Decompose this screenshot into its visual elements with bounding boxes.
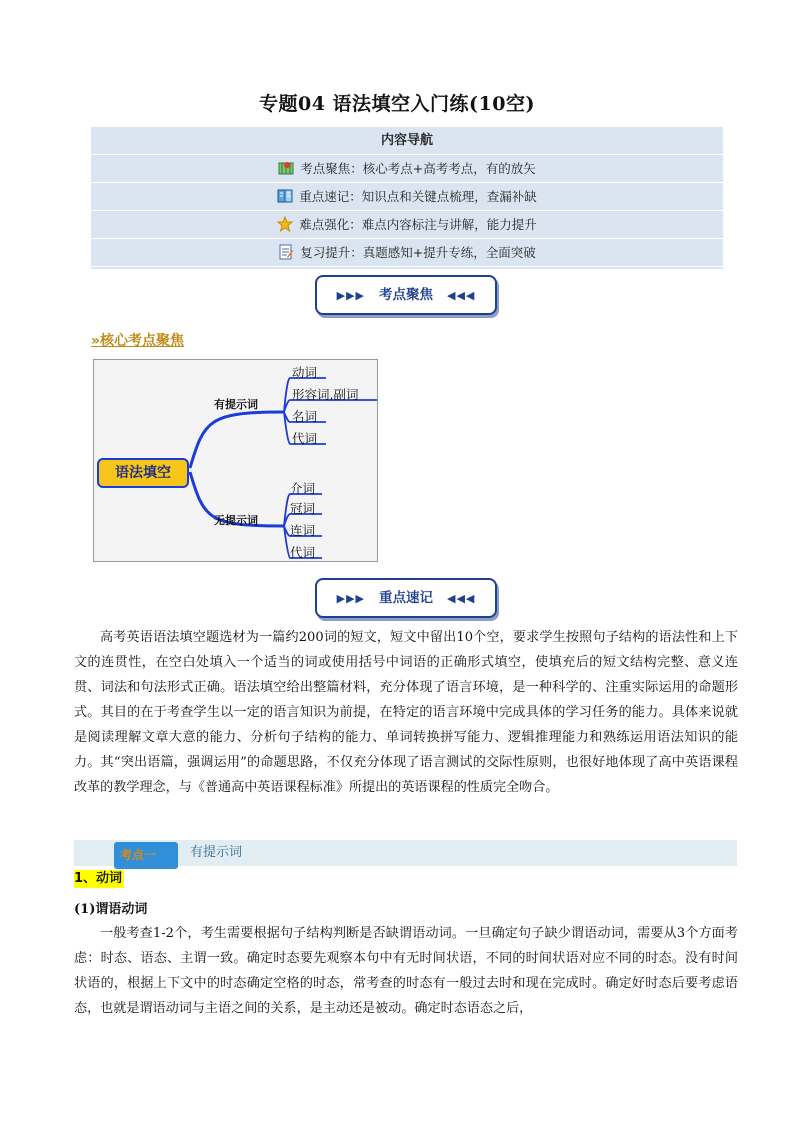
mindmap-root: 语法填空 [97, 458, 189, 488]
nav-item-memo [91, 183, 723, 211]
mindmap-branch-hint: 有提示词 [214, 398, 258, 411]
arrow-left-icon: ◀◀◀ [447, 289, 476, 302]
memo-banner [315, 578, 497, 618]
mindmap-hint-item: 代词 [292, 431, 318, 446]
star-icon [277, 216, 293, 232]
page-title: 专题04 语法填空入门练(10空) [259, 93, 535, 115]
mindmap-nohint-item: 代词 [290, 545, 316, 560]
nav-item-difficulty [91, 211, 723, 239]
banner-label: 重点速记 [379, 590, 433, 606]
mindmap-hint-item: 形容词,副词 [292, 387, 359, 402]
map-icon [278, 160, 294, 176]
intro-paragraph [74, 625, 738, 800]
notepad-icon [278, 244, 294, 260]
nav-title: 内容导航 [91, 127, 723, 155]
mindmap-branch-nohint: 无提示词 [214, 514, 258, 527]
mindmap-hint-item: 动词 [292, 365, 318, 380]
kaodian-title: 有提示词 [190, 845, 243, 860]
banner-label: 考点聚焦 [379, 287, 433, 303]
nav-item-label: 重点速记：知识点和关键点梳理，查漏补缺 [299, 189, 537, 204]
mind-map [93, 359, 378, 562]
focus-banner [315, 275, 497, 315]
arrow-right-icon: ▶▶▶ [336, 592, 365, 605]
mindmap-nohint-item: 介词 [290, 481, 316, 496]
arrow-right-icon: ▶▶▶ [336, 289, 365, 302]
nav-item-label: 考点聚焦：核心考点+高考考点，有的放矢 [300, 161, 536, 176]
mindmap-nohint-item: 冠词 [290, 501, 316, 516]
section-title-verb: 1、动词 [74, 871, 123, 886]
nav-item-label: 复习提升：真题感知+提升专练，全面突破 [300, 245, 536, 260]
nav-item-label: 难点强化：难点内容标注与讲解，能力提升 [299, 217, 537, 232]
content-navigation [91, 127, 723, 269]
book-icon [277, 188, 293, 204]
mindmap-nohint-item: 连词 [290, 523, 316, 538]
subsection-title: (1)谓语动词 [74, 902, 148, 917]
section-heading: »核心考点聚焦 [91, 333, 185, 349]
body-paragraph [74, 921, 738, 1021]
mindmap-hint-item: 名词 [292, 409, 318, 424]
branch-line-hint [190, 412, 284, 468]
intro-text: 高考英语语法填空题选材为一篇约200词的短文，短文中留出10个空，要求学生按照句子结构的语法性和上下文的连贯性，在空白处填入一个适当的词或使用括号中词语的正确形式填空，使填充后的短文结构完整、意义连贯、词法和句法形式正确。语法填空给出整篇材料，充分体现了语言环境，是一种科学的、注重实际运用的命题形式。其目的在于考查学生以一定的语言知识为前提，在特定的语言环境中完成具体的学习任务的能力。具体来说就是阅读理解文章大意的能力、分析句子结构的能力、单词转换拼写能力、逻辑推理能力和熟练运用语法知识的能力。其“突出语篇，强调运用”的命题思路，不仅充分体现了语言测试的交际性原则，也很好地体现了高中英语课程改革的教学理念，与《普通高中英语课程标准》所提出的英语课程的性质完全吻合。 [74, 630, 738, 795]
nav-item-review [91, 239, 723, 267]
nav-item-focus [91, 155, 723, 183]
arrow-left-icon: ◀◀◀ [447, 592, 476, 605]
kaodian-tag: 考点一 [114, 842, 178, 869]
body-text: 一般考查1-2个，考生需要根据句子结构判断是否缺谓语动词。一旦确定句子缺少谓语动词，需要从3个方面考虑：时态、语态、主谓一致。确定时态要先观察本句中有无时间状语，不同的时间状语对应不同的时态。没有时间状语的，根据上下文中的时态确定空格的时态，常考查的时态有一般过去时和现在完成时。确定好时态后要考虑语态，也就是谓语动词与主语之间的关系，是主动还是被动。确定时态语态之后， [74, 926, 738, 1016]
